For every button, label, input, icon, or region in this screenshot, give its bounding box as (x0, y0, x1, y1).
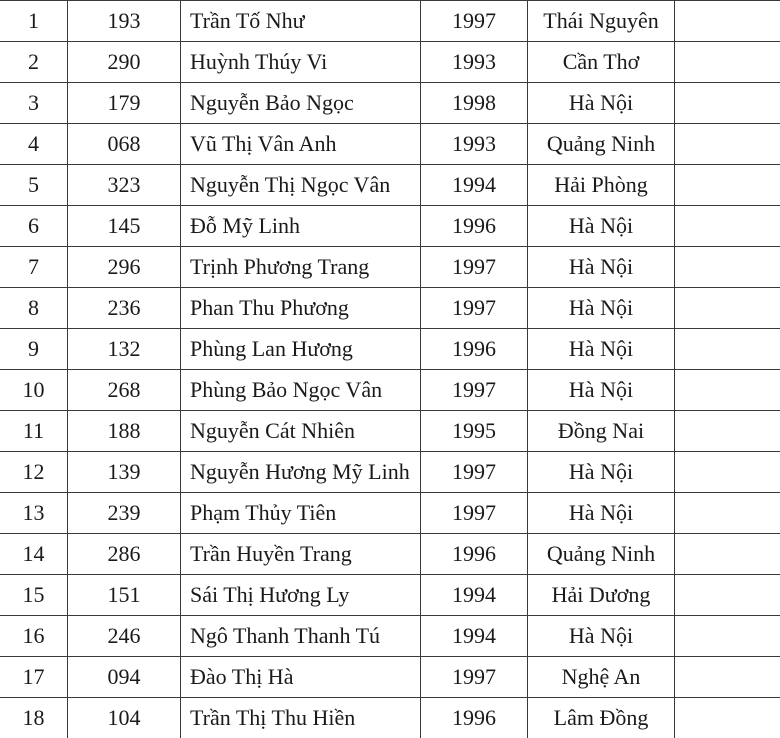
contestant-name-cell: Phùng Lan Hương (181, 329, 421, 370)
stt-cell: 12 (0, 452, 68, 493)
stt-cell: 18 (0, 698, 68, 738)
hometown-cell: Hải Phòng (528, 165, 675, 206)
empty-cell (675, 452, 780, 493)
hometown-cell: Thái Nguyên (528, 1, 675, 42)
hometown-cell: Lâm Đồng (528, 698, 675, 738)
hometown-cell: Hà Nội (528, 206, 675, 247)
hometown-cell: Hà Nội (528, 83, 675, 124)
contestant-number-cell: 246 (68, 616, 181, 657)
birth-year-cell: 1997 (421, 657, 528, 698)
contestant-name-cell: Phạm Thủy Tiên (181, 493, 421, 534)
birth-year-cell: 1994 (421, 575, 528, 616)
contestant-name-cell: Đỗ Mỹ Linh (181, 206, 421, 247)
birth-year-cell: 1997 (421, 247, 528, 288)
empty-cell (675, 206, 780, 247)
contestant-number-cell: 286 (68, 534, 181, 575)
stt-cell: 13 (0, 493, 68, 534)
table-row (0, 452, 780, 493)
table-row (0, 657, 780, 698)
stt-cell: 17 (0, 657, 68, 698)
birth-year-cell: 1996 (421, 206, 528, 247)
table-row (0, 698, 780, 738)
empty-cell (675, 616, 780, 657)
contestant-number-cell: 239 (68, 493, 181, 534)
stt-cell: 9 (0, 329, 68, 370)
contestant-name-cell: Đào Thị Hà (181, 657, 421, 698)
table-row (0, 247, 780, 288)
empty-cell (675, 698, 780, 738)
contestant-number-cell: 145 (68, 206, 181, 247)
contestant-number-cell: 068 (68, 124, 181, 165)
table-row (0, 370, 780, 411)
empty-cell (675, 83, 780, 124)
stt-cell: 15 (0, 575, 68, 616)
contestant-name-cell: Trần Huyền Trang (181, 534, 421, 575)
birth-year-cell: 1995 (421, 411, 528, 452)
stt-cell: 7 (0, 247, 68, 288)
stt-cell: 14 (0, 534, 68, 575)
stt-cell: 3 (0, 83, 68, 124)
contestant-name-cell: Trần Thị Thu Hiền (181, 698, 421, 738)
birth-year-cell: 1996 (421, 698, 528, 738)
table-row (0, 616, 780, 657)
stt-cell: 1 (0, 1, 68, 42)
stt-cell: 10 (0, 370, 68, 411)
contestant-number-cell: 268 (68, 370, 181, 411)
hometown-cell: Quảng Ninh (528, 124, 675, 165)
hometown-cell: Hà Nội (528, 247, 675, 288)
stt-cell: 4 (0, 124, 68, 165)
stt-cell: 5 (0, 165, 68, 206)
hometown-cell: Hà Nội (528, 370, 675, 411)
contestant-number-cell: 179 (68, 83, 181, 124)
stt-cell: 11 (0, 411, 68, 452)
contestant-name-cell: Phan Thu Phương (181, 288, 421, 329)
contestant-number-cell: 323 (68, 165, 181, 206)
empty-cell (675, 247, 780, 288)
contestant-name-cell: Ngô Thanh Thanh Tú (181, 616, 421, 657)
table-row (0, 288, 780, 329)
stt-cell: 8 (0, 288, 68, 329)
empty-cell (675, 575, 780, 616)
birth-year-cell: 1994 (421, 165, 528, 206)
contestant-number-cell: 094 (68, 657, 181, 698)
empty-cell (675, 534, 780, 575)
contestant-number-cell: 236 (68, 288, 181, 329)
stt-cell: 16 (0, 616, 68, 657)
contestant-number-cell: 132 (68, 329, 181, 370)
hometown-cell: Hà Nội (528, 493, 675, 534)
hometown-cell: Quảng Ninh (528, 534, 675, 575)
stt-cell: 6 (0, 206, 68, 247)
table-row (0, 206, 780, 247)
hometown-cell: Hà Nội (528, 288, 675, 329)
hometown-cell: Hà Nội (528, 616, 675, 657)
empty-cell (675, 329, 780, 370)
contestant-number-cell: 188 (68, 411, 181, 452)
birth-year-cell: 1993 (421, 42, 528, 83)
empty-cell (675, 42, 780, 83)
hometown-cell: Hà Nội (528, 329, 675, 370)
birth-year-cell: 1996 (421, 329, 528, 370)
contestant-number-cell: 151 (68, 575, 181, 616)
hometown-cell: Cần Thơ (528, 42, 675, 83)
table-row (0, 329, 780, 370)
hometown-cell: Đồng Nai (528, 411, 675, 452)
table-row (0, 124, 780, 165)
contestant-name-cell: Phùng Bảo Ngọc Vân (181, 370, 421, 411)
empty-cell (675, 493, 780, 534)
empty-cell (675, 288, 780, 329)
contestant-number-cell: 139 (68, 452, 181, 493)
contestant-name-cell: Nguyễn Cát Nhiên (181, 411, 421, 452)
table-row (0, 411, 780, 452)
table-row (0, 165, 780, 206)
empty-cell (675, 411, 780, 452)
birth-year-cell: 1997 (421, 452, 528, 493)
birth-year-cell: 1996 (421, 534, 528, 575)
contestant-name-cell: Nguyễn Hương Mỹ Linh (181, 452, 421, 493)
birth-year-cell: 1997 (421, 288, 528, 329)
contestant-name-cell: Sái Thị Hương Ly (181, 575, 421, 616)
contestant-number-cell: 104 (68, 698, 181, 738)
empty-cell (675, 1, 780, 42)
contestant-name-cell: Nguyễn Bảo Ngọc (181, 83, 421, 124)
contestant-number-cell: 296 (68, 247, 181, 288)
table-row (0, 534, 780, 575)
contestant-name-cell: Trần Tố Như (181, 1, 421, 42)
contestant-number-cell: 290 (68, 42, 181, 83)
empty-cell (675, 370, 780, 411)
contestant-name-cell: Trịnh Phương Trang (181, 247, 421, 288)
hometown-cell: Hải Dương (528, 575, 675, 616)
hometown-cell: Hà Nội (528, 452, 675, 493)
hometown-cell: Nghệ An (528, 657, 675, 698)
birth-year-cell: 1997 (421, 493, 528, 534)
empty-cell (675, 657, 780, 698)
table-row (0, 575, 780, 616)
table-row (0, 493, 780, 534)
birth-year-cell: 1994 (421, 616, 528, 657)
contestant-name-cell: Huỳnh Thúy Vi (181, 42, 421, 83)
contestant-name-cell: Nguyễn Thị Ngọc Vân (181, 165, 421, 206)
birth-year-cell: 1993 (421, 124, 528, 165)
birth-year-cell: 1998 (421, 83, 528, 124)
table-row (0, 42, 780, 83)
empty-cell (675, 165, 780, 206)
contestant-table-body (0, 1, 780, 738)
stt-cell: 2 (0, 42, 68, 83)
birth-year-cell: 1997 (421, 1, 528, 42)
table-row (0, 1, 780, 42)
contestant-name-cell: Vũ Thị Vân Anh (181, 124, 421, 165)
empty-cell (675, 124, 780, 165)
birth-year-cell: 1997 (421, 370, 528, 411)
table-row (0, 83, 780, 124)
contestant-number-cell: 193 (68, 1, 181, 42)
